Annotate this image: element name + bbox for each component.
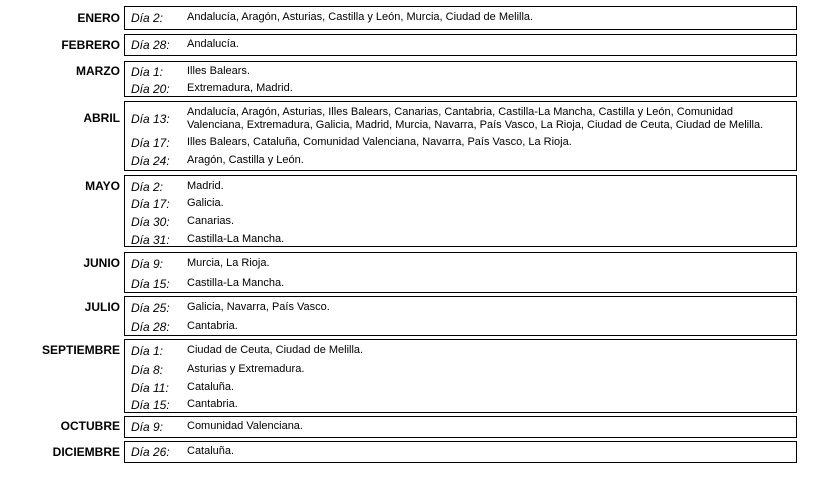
month-block-diciembre [0, 441, 816, 463]
month-block-febrero [0, 34, 816, 56]
month-box [124, 252, 797, 293]
day-label: Día 1: [131, 65, 164, 79]
month-label: OCTUBRE [60, 419, 120, 433]
regions-text: Cantabria. [187, 398, 238, 410]
month-label: MAYO [85, 179, 120, 193]
regions-text: Aragón, Castilla y León. [187, 154, 304, 166]
month-block-enero [0, 6, 816, 30]
month-label: JUNIO [83, 256, 120, 270]
day-label: Día 15: [131, 277, 170, 291]
day-label: Día 28: [131, 320, 170, 334]
day-label: Día 26: [131, 445, 170, 459]
month-box [124, 61, 797, 97]
month-box [124, 416, 797, 438]
month-block-julio [0, 296, 816, 336]
day-label: Día 11: [131, 381, 169, 395]
month-label: ENERO [77, 11, 120, 25]
day-label: Día 1: [131, 344, 164, 358]
day-label: Día 17: [131, 197, 170, 211]
day-label: Día 9: [131, 257, 164, 271]
month-box [124, 101, 797, 171]
regions-text: Asturias y Extremadura. [187, 363, 305, 375]
month-block-abril [0, 101, 816, 171]
month-label: MARZO [76, 64, 120, 78]
regions-text: Illes Balears. [187, 65, 250, 77]
day-label: Día 17: [131, 136, 170, 150]
month-box [124, 339, 797, 413]
day-label: Día 15: [131, 398, 170, 412]
month-box [124, 34, 797, 56]
month-label: SEPTIEMBRE [41, 343, 120, 357]
month-label: ABRIL [83, 111, 120, 125]
regions-text: Castilla-La Mancha. [187, 277, 285, 289]
regions-text: Illes Balears, Cataluña, Comunidad Valenciana, Navarra, País Vasco, La Rioja. [187, 136, 572, 148]
regions-text: Cantabria. [187, 320, 238, 332]
day-label: Día 25: [131, 301, 170, 315]
month-block-octubre [0, 416, 816, 438]
day-label: Día 2: [131, 180, 164, 194]
month-label: JULIO [84, 300, 120, 314]
month-box [124, 441, 797, 463]
regions-text: Andalucía, Aragón, Asturias, Castilla y León, Murcia, Ciudad de Melilla. [187, 11, 534, 23]
regions-text: Cataluña. [187, 445, 235, 457]
month-box [124, 296, 797, 336]
regions-text: Extremadura, Madrid. [187, 82, 293, 94]
month-block-septiembre [0, 339, 816, 413]
month-box [124, 175, 797, 247]
regions-text: Andalucía, Aragón, Asturias, Illes Balears, Canarias, Cantabria, Castilla-La Mancha, Castilla y León, Comunidad Valenciana, Extremadura, Galicia, Madrid, Murcia, Navarra, País Vasco, La Rioja, Ciudad de Ceuta, Ciudad de Melilla. [187, 106, 764, 131]
day-label: Día 24: [131, 154, 170, 168]
day-label: Día 20: [131, 82, 170, 96]
day-label: Día 8: [131, 363, 164, 377]
month-block-junio [0, 252, 816, 293]
month-label: FEBRERO [61, 38, 120, 52]
regions-text: Andalucía. [187, 38, 239, 50]
regions-text: Cataluña. [187, 381, 235, 393]
day-label: Día 2: [131, 11, 164, 25]
regions-text: Canarias. [187, 215, 235, 227]
regions-text: Ciudad de Ceuta, Ciudad de Melilla. [187, 344, 364, 356]
regions-text: Madrid. [187, 180, 224, 192]
day-label: Día 13: [131, 112, 170, 126]
regions-text: Murcia, La Rioja. [187, 257, 270, 269]
day-label: Día 9: [131, 420, 164, 434]
day-label: Día 28: [131, 38, 170, 52]
day-label: Día 31: [131, 233, 170, 247]
regions-text: Galicia, Navarra, País Vasco. [187, 301, 330, 313]
month-block-mayo [0, 175, 816, 247]
month-box [124, 6, 797, 30]
month-block-marzo [0, 61, 816, 97]
month-label: DICIEMBRE [52, 445, 120, 459]
regions-text: Castilla-La Mancha. [187, 233, 285, 245]
day-label: Día 30: [131, 215, 170, 229]
regions-text: Comunidad Valenciana. [187, 420, 303, 432]
regions-text: Galicia. [187, 197, 224, 209]
